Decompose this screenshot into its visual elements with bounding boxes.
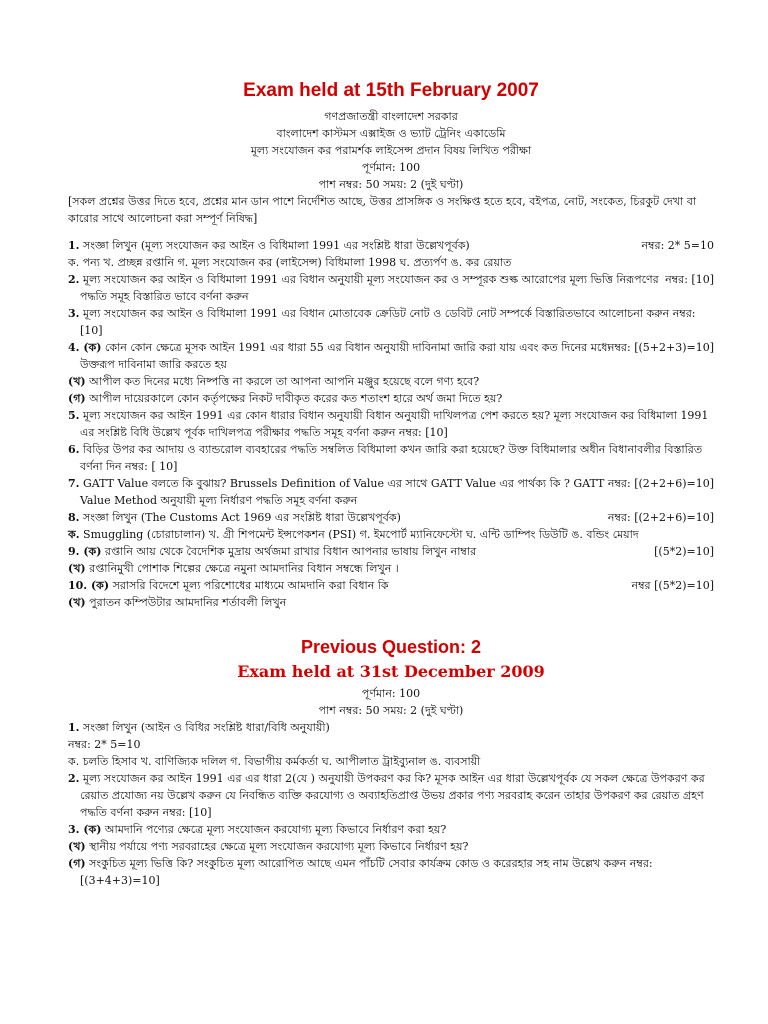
question-text: সংজ্ঞা লিখুন (আইন ও বিধির সংশ্লিষ্ট ধারা/বিধি অনুযায়ী) bbox=[82, 721, 330, 734]
question-number: 4. (ক) bbox=[68, 341, 102, 354]
question-number: 2. bbox=[68, 273, 80, 286]
previous-question-heading: Previous Question: 2 bbox=[300, 637, 482, 657]
question-number: 3. (ক) bbox=[68, 823, 102, 836]
question-item bbox=[68, 560, 714, 577]
question-number: 3. bbox=[68, 307, 80, 320]
question-text: নম্বর: 2* 5=10 bbox=[68, 738, 141, 751]
question-item bbox=[68, 855, 714, 889]
exam1-instruction: [সকল প্রশ্নের উত্তর দিতে হবে, প্রশ্নের মান ডান পাশে নির্দেশিত আছে, উত্তর প্রাসঙ্গিক ও সংক্ষিপ্ত হতে হবে, বইপত্র, নোট, সংকেত, চিরকুট দেখা বা কারোর সাথে আলোচনা করা সম্পূর্ণ নিষিদ্ধ] bbox=[68, 195, 697, 225]
question-text: Smuggling (চোরাচালান) খ. গ্রী শিপমেন্ট ইন্সপেকশন (PSI) গ. ইমপোর্ট ম্যানিফেস্টো ঘ. এন্টি ডাম্পিং ডিউটি ঙ. বন্ডিং মেয়াদ bbox=[83, 528, 639, 541]
question-item bbox=[68, 753, 714, 770]
question-text: রপ্তানিমুখী পোশাক শিল্পের ক্ষেত্রে নমুনা আমদানির বিধান সম্বন্ধে লিখুন । bbox=[89, 562, 399, 575]
question-item bbox=[68, 509, 714, 526]
exam2-title: Exam held at 31st December 2009 bbox=[237, 662, 545, 681]
question-number: 2. bbox=[68, 772, 80, 785]
question-text: আপীল কত দিনের মধ্যে নিষ্পত্তি না করলে তা আপনা আপনি মঞ্জুর হয়েছে বলে গণ্য হবে? bbox=[89, 375, 480, 388]
question-text: আমদানি পণ্যের ক্ষেত্রে মূল্য সংযোজন করযোগ্য মূল্য কিভাবে নির্ধারণ করা হয়? bbox=[104, 823, 447, 836]
exam2-header bbox=[68, 685, 714, 719]
question-item bbox=[68, 390, 714, 407]
question-marks: নম্বর: [(2+2+6)=10] bbox=[607, 511, 714, 524]
question-item bbox=[68, 254, 714, 271]
question-text: মূল্য সংযোজন কর আইন 1991 এর কোন ধারার বিধান অনুযায়ী বিধান অনুযায়ী দাখিলপত্র পেশ করতে হয়? মূল্য সংযোজন কর বিধিমালা 1991 এর সংশ্লিষ্ট বিধি উল্লেখ পূর্বক দাখিলপত্র পরীক্ষার পদ্ধতি সমূহ বর্ণনা করুন নম্বর: [10] bbox=[80, 409, 709, 439]
question-text: সরাসরি বিদেশে মূল্য পরিশোধের মাধ্যমে আমদানি করা বিধান কি bbox=[112, 579, 389, 592]
academy-line: বাংলাদেশ কাস্টমস এক্সাইজ ও ভ্যাট ট্রেনিং একাডেমি bbox=[276, 127, 506, 140]
question-item bbox=[68, 719, 714, 736]
question-item bbox=[68, 441, 714, 475]
question-item bbox=[68, 526, 714, 543]
question-number: ক. bbox=[68, 528, 80, 541]
question-number: 5. bbox=[68, 409, 80, 422]
govt-line: গণপ্রজাতন্ত্রী বাংলাদেশ সরকার bbox=[324, 110, 458, 123]
question-text: সংকুচিত মূল্য ভিত্তি কি? সংকুচিত মূল্য আরোপিত আছে এমন পাঁচটি সেবার কার্যক্রম কোড ও করেরহার সহ নাম উল্লেখ করুন নম্বর: [(3+4+3)=10] bbox=[80, 857, 653, 887]
question-item bbox=[68, 770, 714, 821]
question-item bbox=[68, 373, 714, 390]
question-marks: [(5*2)=10] bbox=[654, 545, 714, 558]
question-text: বিড়ির উপর কর আদায় ও ব্যান্ডরোল ব্যবহারের পদ্ধতি সম্বলিত বিধিমালা কখন জারি করা হয়েছে? উক্ত বিধিমালার অধীন বিধানাবলীর বিস্তারিত বর্ণনা দিন নম্বর: [ 10] bbox=[80, 443, 703, 473]
question-text: ক. পন্য খ. প্রচ্ছন্ন রপ্তানি গ. মূল্য সংযোজন কর (লাইসেন্স) বিধিমালা 1998 ঘ. প্রত্যর্পণ ঙ. কর রেয়াত bbox=[68, 256, 512, 269]
question-number: (খ) bbox=[68, 840, 86, 853]
exam1-question-list bbox=[68, 237, 714, 611]
question-item bbox=[68, 475, 714, 509]
question-text: মূল্য সংযোজন কর আইন ও বিধিমালা 1991 এর বিধান মোতাবেক ক্রেডিট নোট ও ডেবিট নোট সম্পর্কে বিস্তারিতভাবে আলোচনা করুন নম্বর: [10] bbox=[80, 307, 696, 337]
question-item bbox=[68, 577, 714, 594]
question-number: (খ) bbox=[68, 562, 86, 575]
question-number: 10. (ক) bbox=[68, 579, 110, 592]
question-marks: নম্বর: [(5+2+3)=10] bbox=[607, 341, 714, 354]
question-item bbox=[68, 305, 714, 339]
question-text: সংজ্ঞা লিখুন (মূল্য সংযোজন কর আইন ও বিধিমালা 1991 এর সংশ্লিষ্ট ধারা উল্লেখপূর্বক) bbox=[82, 239, 470, 252]
question-text: কোন কোন ক্ষেত্রে মূসক আইন 1991 এর ধারা 55 এর বিধান অনুযায়ী দাবিনামা জারি করা যায় এবং কত দিনের মধ্যে উক্তরূপ দাবিনামা জারি করতে হয় bbox=[80, 341, 611, 371]
question-marks: নম্বর: 2* 5=10 bbox=[641, 239, 714, 252]
exam-subject-line: মূল্য সংযোজন কর পরামর্শক লাইসেন্স প্রদান বিষয় লিখিত পরীক্ষা bbox=[250, 144, 532, 157]
exam2-question-list bbox=[68, 719, 714, 889]
question-text: মূল্য সংযোজন কর আইন 1991 এর এর ধারা 2(যে ) অনুযায়ী উপকরণ কর কি? মূসক আইন এর ধারা উল্লেখপূর্বক যে সকল ক্ষেত্রে উপকরণ কর রেয়াত প্রযোজ্য নয় উল্লেখ করুন যে নিবন্ধিত ব্যক্তি করযোগ্য ও অব্যাহতিপ্রাপ্ত উভয় প্রকার পণ্য সরবরাহ করেন তাহার উপকরণ কর রেয়াত গ্রহণ পদ্ধতি বর্ণনা করুন নম্বর: [10] bbox=[80, 772, 705, 819]
question-item bbox=[68, 838, 714, 855]
question-text: স্থানীয় পর্যায়ে পণ্য সরবরাহের ক্ষেত্রে মূল্য সংযোজন করযোগ্য মূল্য কিভাবে নির্ধারণ হয়? bbox=[89, 840, 469, 853]
full-marks-line: পূর্ণমান: 100 bbox=[361, 161, 421, 174]
question-marks: নম্বর [(5*2)=10] bbox=[631, 579, 714, 592]
question-text: GATT Value বলতে কি বুঝায়? Brussels Definition of Value এর সাথে GATT Value এর পার্থক্য কি ? GATT Value Method অনুযায়ী মূল্য নির্ধারণ পদ্ধতি সমূহ বর্ণনা করুন bbox=[80, 477, 605, 507]
question-marks: নম্বর: [(2+2+6)=10] bbox=[607, 477, 714, 490]
question-item bbox=[68, 339, 714, 373]
question-number: 6. bbox=[68, 443, 80, 456]
question-text: পুরাতন কম্পিউটার আমদানির শর্তাবলী লিখুন bbox=[89, 596, 287, 609]
pass-marks-time-line: পাশ নম্বর: 50 সময়: 2 (দুই ঘণ্টা) bbox=[318, 178, 464, 191]
full-marks-line: পূর্ণমান: 100 bbox=[361, 687, 421, 700]
question-number: 7. bbox=[68, 477, 80, 490]
question-number: (গ) bbox=[68, 857, 86, 870]
exam1-title: Exam held at 15th February 2007 bbox=[243, 80, 539, 101]
exam1-header bbox=[68, 108, 714, 193]
question-number: 9. (ক) bbox=[68, 545, 102, 558]
question-item bbox=[68, 594, 714, 611]
question-number: (খ) bbox=[68, 375, 86, 388]
question-text: আপীল দায়েরকালে কোন কর্তৃপক্ষের নিকট দাবীকৃত করের কত শতাংশ হারে অর্থ জমা দিতে হয়? bbox=[89, 392, 503, 405]
question-item bbox=[68, 736, 714, 753]
question-item bbox=[68, 821, 714, 838]
question-text: রপ্তানি আয় থেকে বৈদেশিক মুদ্রায় অর্থজমা রাখার বিধান আপনার ভাষায় লিখুন নাম্বার bbox=[104, 545, 477, 558]
question-marks: নম্বর: [10] bbox=[665, 273, 714, 286]
question-item bbox=[68, 237, 714, 254]
question-text: সংজ্ঞা লিখুন (The Customs Act 1969 এর সংশ্লিষ্ট ধারা উল্লেখপূর্বক) bbox=[82, 511, 401, 524]
question-number: (খ) bbox=[68, 596, 86, 609]
question-number: 8. bbox=[68, 511, 80, 524]
question-number: (গ) bbox=[68, 392, 86, 405]
question-item bbox=[68, 407, 714, 441]
question-number: 1. bbox=[68, 239, 80, 252]
question-item bbox=[68, 271, 714, 305]
question-item bbox=[68, 543, 714, 560]
pass-marks-time-line: পাশ নম্বর: 50 সময়: 2 (দুই ঘণ্টা) bbox=[318, 704, 464, 717]
question-text: মূল্য সংযোজন কর আইন ও বিধিমালা 1991 এর বিধান অনুযায়ী মূল্য সংযোজন কর ও সম্পূরক শুল্ক আরোপের মূল্য ভিত্তি নিরূপণের পদ্ধতি সমূহ বিস্তারিত ভাবে বর্ণনা করুন bbox=[80, 273, 659, 303]
question-text: ক. চলতি হিসাব খ. বাণিজ্যিক দলিল গ. বিভাগীয় কর্মকর্তা ঘ. আপীলাত ট্রাইব্যুনাল ঙ. ব্যবসায়ী bbox=[68, 755, 481, 768]
question-number: 1. bbox=[68, 721, 80, 734]
